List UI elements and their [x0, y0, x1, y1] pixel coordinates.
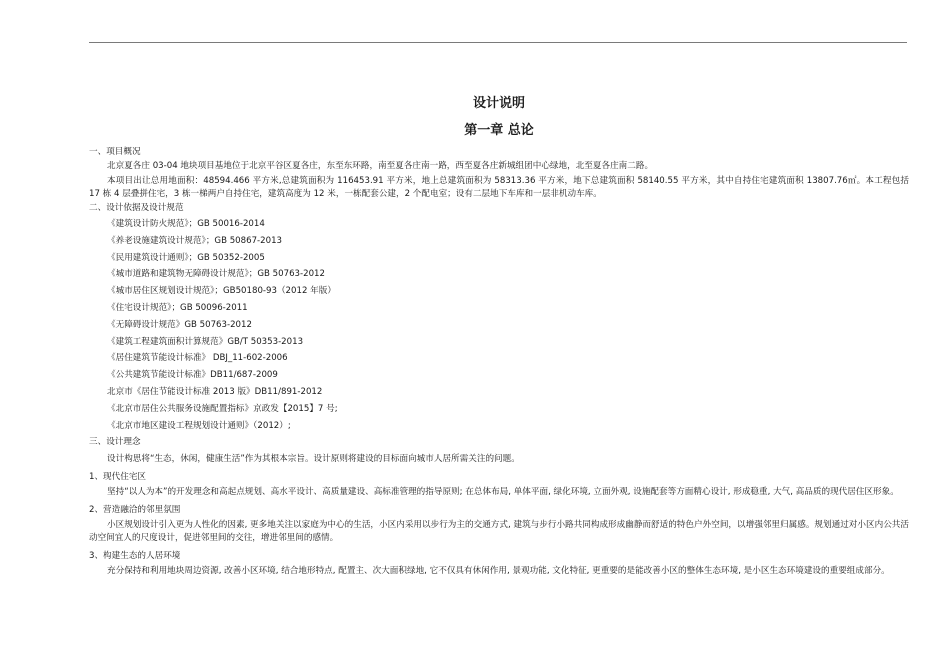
reference-item: 《城市居住区规划设计规范》；GB50180-93（2012 年版） [107, 286, 336, 297]
reference-item: 《住宅设计规范》；GB 50096-2011 [107, 302, 248, 313]
section-heading-concept: 三、设计理念 [89, 437, 141, 448]
section-heading-references: 二、设计依据及设计规范 [89, 203, 184, 213]
reference-item: 《北京市居住公共服务设施配置指标》京政发【2015】7 号; [107, 403, 338, 414]
reference-item: 《北京市地区建设工程规划设计通则》（2012）; [107, 420, 291, 431]
reference-item: 《公共建筑节能设计标准》DB11/687-2009 [107, 370, 278, 381]
reference-item: 《建筑工程建筑面积计算规范》GB/T 50353-2013 [107, 336, 304, 347]
neighborhood-paragraph: 小区规划设计引入更为人性化的因素, 更多地关注以家庭为中心的生活，小区内采用以步行为主的交通方式, 建筑与步行小路共同构成形成幽静而舒适的特色户外空间，以增强邻里归属感。规划通过对小区内公共活动空间宜人的尺度设计，促进邻里间的交往，增进邻里间的感情。 [89, 520, 909, 544]
overview-paragraph-area: 本项目出让总用地面积：48594.466 平方米,总建筑面积为 116453.91 平方米，地上总建筑面积为 58313.36 平方米，地下总建筑面积 58140.55 平方米，其中自持住宅建筑面积 13807.76㎡。本工程包括 17 栋 4 层叠拼住宅，3 栋一梯两户自持住宅，建筑高度为 12 米，一栋配套公建，2 个配电室；设有二层地下车库和一层非机动车库。 [89, 176, 909, 199]
reference-item: 《建筑设计防火规范》；GB 50016-2014 [107, 219, 265, 229]
chapter-title: 第一章 总论 [464, 123, 534, 138]
reference-item: 《居住建筑节能设计标准》 DBJ_11-602-2006 [107, 353, 288, 364]
reference-item: 北京市《居住节能设计标准 2013 版》DB11/891-2012 [107, 386, 323, 397]
header-rule [89, 42, 907, 43]
modern-residential-paragraph: 坚持“以人为本”的开发理念和高起点规划、高水平设计、高质量建设、高标准管理的指导原则; 在总体布局, 单体平面, 绿化环境, 立面外观, 设施配套等方面精心设计, 形成稳重, 大气, 高品质的现代居住区形象。 [107, 487, 899, 498]
reference-list [89, 216, 909, 434]
document-title: 设计说明 [472, 96, 525, 111]
subsection-heading-ecology: 3、构建生态的人居环境 [89, 551, 181, 562]
subsection-heading-neighborhood: 2、营造融洽的邻里氛围 [89, 505, 181, 516]
section-heading-overview: 一、项目概况 [89, 147, 141, 157]
reference-item: 《城市道路和建筑物无障碍设计规范》；GB 50763-2012 [107, 269, 325, 280]
document-body [89, 96, 909, 578]
overview-paragraph-location: 北京夏各庄 03-04 地块项目基地位于北京平谷区夏各庄，东至东环路，南至夏各庄南一路，西至夏各庄新城组团中心绿地，北至夏各庄南二路。 [107, 161, 654, 171]
reference-item: 《民用建筑设计通则》；GB 50352-2005 [107, 252, 265, 263]
reference-item: 《无障碍设计规范》GB 50763-2012 [107, 319, 252, 330]
subsection-heading-modern-residential: 1、现代住宅区 [89, 472, 147, 483]
ecology-paragraph: 充分保持和利用地块周边资源, 改善小区环境, 结合地形特点, 配置主、次大面积绿地, 它不仅具有休闲作用, 景观功能, 文化特征, 更重要的是能改善小区的整体生态环境, 是小区生态环境建设的重要组成部分。 [107, 566, 890, 577]
concept-paragraph: 设计构思将“生态，休闲，健康生活”作为其根本宗旨。设计原则将建设的目标面向城市人居所需关注的问题。 [107, 454, 520, 465]
reference-item: 《养老设施建筑设计规范》；GB 50867-2013 [107, 235, 283, 246]
